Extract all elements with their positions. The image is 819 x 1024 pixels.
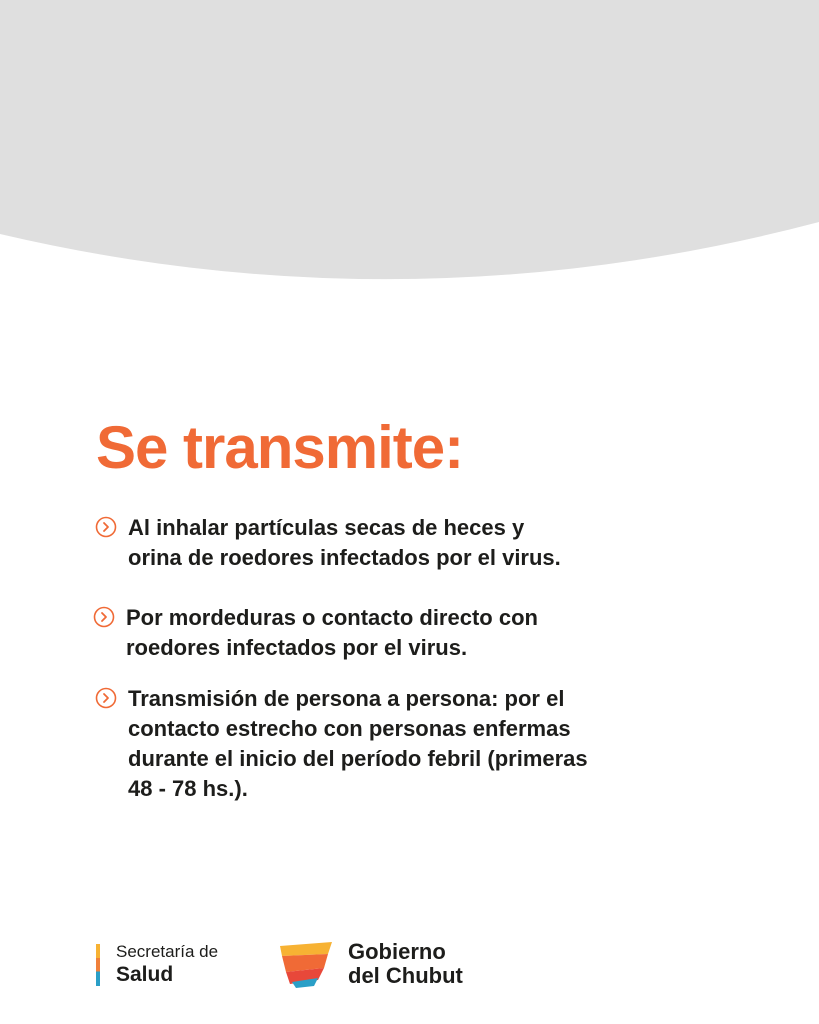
list-item-line: roedores infectados por el virus.	[126, 635, 468, 660]
secretaria-salud-logo	[96, 941, 218, 987]
chevron-right-circle-icon	[95, 516, 117, 538]
list-item-line: Transmisión de persona a persona: por el	[128, 686, 565, 711]
list-item	[93, 603, 538, 663]
gobierno-chubut-logo	[278, 940, 463, 988]
secretaria-line1: Secretaría de	[116, 942, 219, 961]
secretaria-text	[116, 941, 218, 987]
top-gray-arc	[0, 0, 819, 290]
secretaria-line2: Salud	[116, 963, 174, 986]
arc-shape	[0, 0, 819, 279]
list-item-text	[128, 513, 561, 573]
list-item-line: Por mordeduras o contacto directo con	[126, 605, 538, 630]
list-item	[95, 684, 588, 804]
list-item-line: durante el inicio del período febril (primeras	[128, 746, 588, 771]
chubut-logo-icon	[278, 940, 336, 988]
list-item-line: contacto estrecho con personas enfermas	[128, 716, 571, 741]
page-title: Se transmite:	[96, 414, 464, 481]
gobierno-line2: del Chubut	[348, 963, 463, 988]
color-bar-icon	[96, 944, 100, 986]
list-item-text	[128, 684, 588, 804]
list-item-text	[126, 603, 538, 663]
chevron-right-circle-icon	[95, 687, 117, 709]
chevron-right-circle-icon	[93, 606, 115, 628]
list-item-line: Al inhalar partículas secas de heces y	[128, 515, 525, 540]
list-item-line: orina de roedores infectados por el virus.	[128, 545, 561, 570]
list-item	[95, 513, 561, 573]
gobierno-text	[348, 940, 463, 988]
gobierno-line1: Gobierno	[348, 939, 446, 964]
list-item-line: 48 - 78 hs.).	[128, 776, 248, 801]
